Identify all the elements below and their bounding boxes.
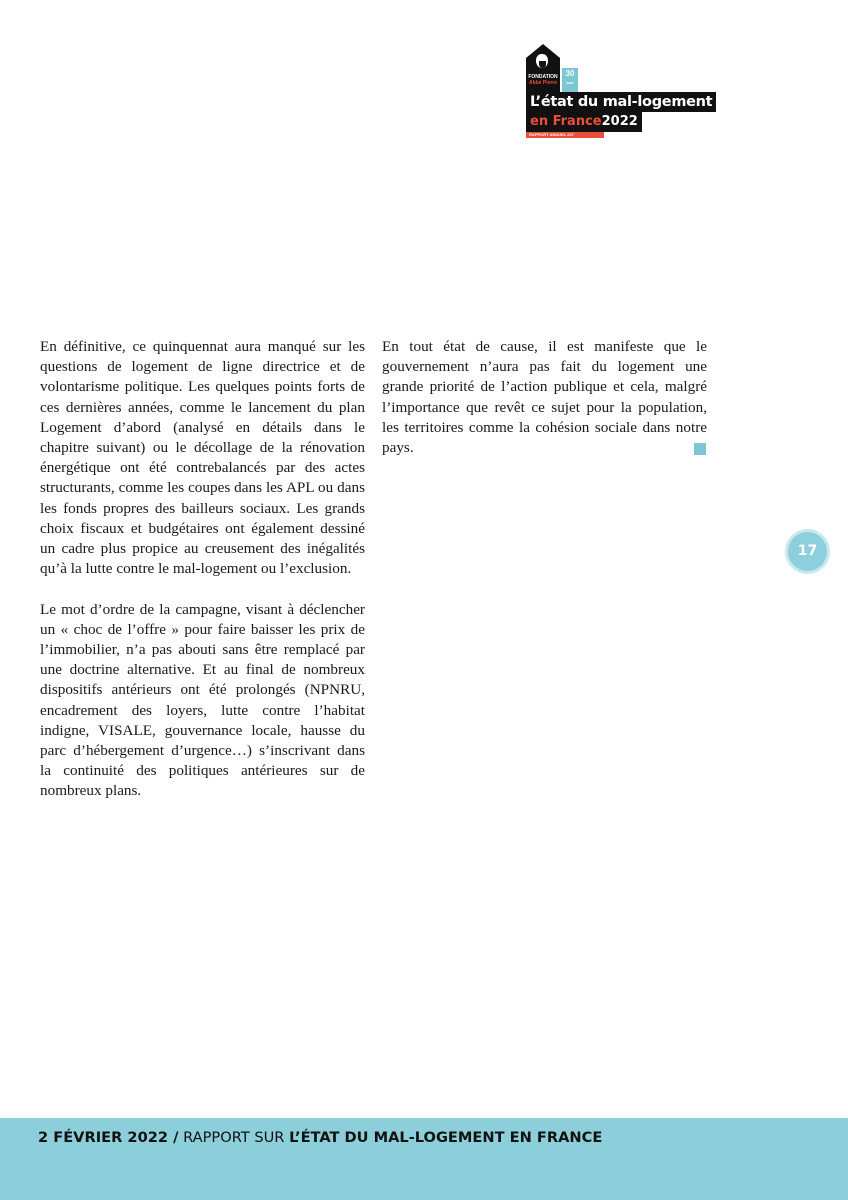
house-logo-icon (526, 44, 560, 94)
footer-text (38, 1128, 602, 1148)
logo-subtitle: en France2022 (526, 112, 642, 132)
abbe-pierre-portrait-icon (536, 54, 548, 68)
page-number: 17 (788, 532, 827, 571)
anniversary-badge: 30 ans (562, 68, 578, 92)
right-column (382, 337, 707, 458)
paragraph: En tout état de cause, il est manifeste que le gouvernement n’aura pas fait du logement une grande priorité de l’action publique et cela, malgré l’importance que revêt ce sujet pour la population, les territoires comme la cohésion sociale dans notre pays. (382, 338, 707, 457)
report-label: RAPPORT ANNUEL #27 (526, 132, 604, 138)
paragraph: En définitive, ce quinquennat aura manqué sur les questions de logement de ligne directrice et de volontarisme politique. Les quelques points forts de ces dernières années, comme le lancement du plan Logement d’abord (analysé en détails dans le chapitre suivant) ou le décollage de la rénovation énergétique ont été contrebalancés par des actes structurants, comme les coupes dans les APL ou dans les fonds propres des bailleurs sociaux. Les grands choix fiscaux et budgétaires ont également dessiné un cadre plus propice au creusement des inégalités qu’à la lutte contre le mal-logement ou l’exclusion. (40, 338, 365, 578)
end-of-article-square-icon (694, 443, 706, 455)
foundation-name: FONDATION Abbé Pierre (528, 74, 558, 86)
footer-prefix: RAPPORT SUR (178, 1129, 290, 1146)
footer-date: 2 FÉVRIER 2022 / (38, 1129, 179, 1146)
report-logo (524, 44, 713, 140)
paragraph: Le mot d’ordre de la campagne, visant à déclencher un « choc de l’offre » pour faire baisser les prix de l’immobilier, n’a pas abouti sans être remplacé par une doctrine alternative. Et au final de nombreux dispositifs antérieurs ont été prolongés (NPNRU, encadrement des loyers, lutte contre l’habitat indigne, VISALE, gouvernance locale, hausse du parc d’hébergement d’urgence…) s’inscrivant dans la continuité des politiques antérieures sur de nombreux plans. (40, 600, 365, 800)
logo-year: 2022 (602, 112, 642, 132)
left-column (40, 337, 365, 802)
footer-title: L’ÉTAT DU MAL-LOGEMENT EN FRANCE (289, 1129, 603, 1146)
logo-title: L’état du mal-logement (526, 92, 716, 112)
